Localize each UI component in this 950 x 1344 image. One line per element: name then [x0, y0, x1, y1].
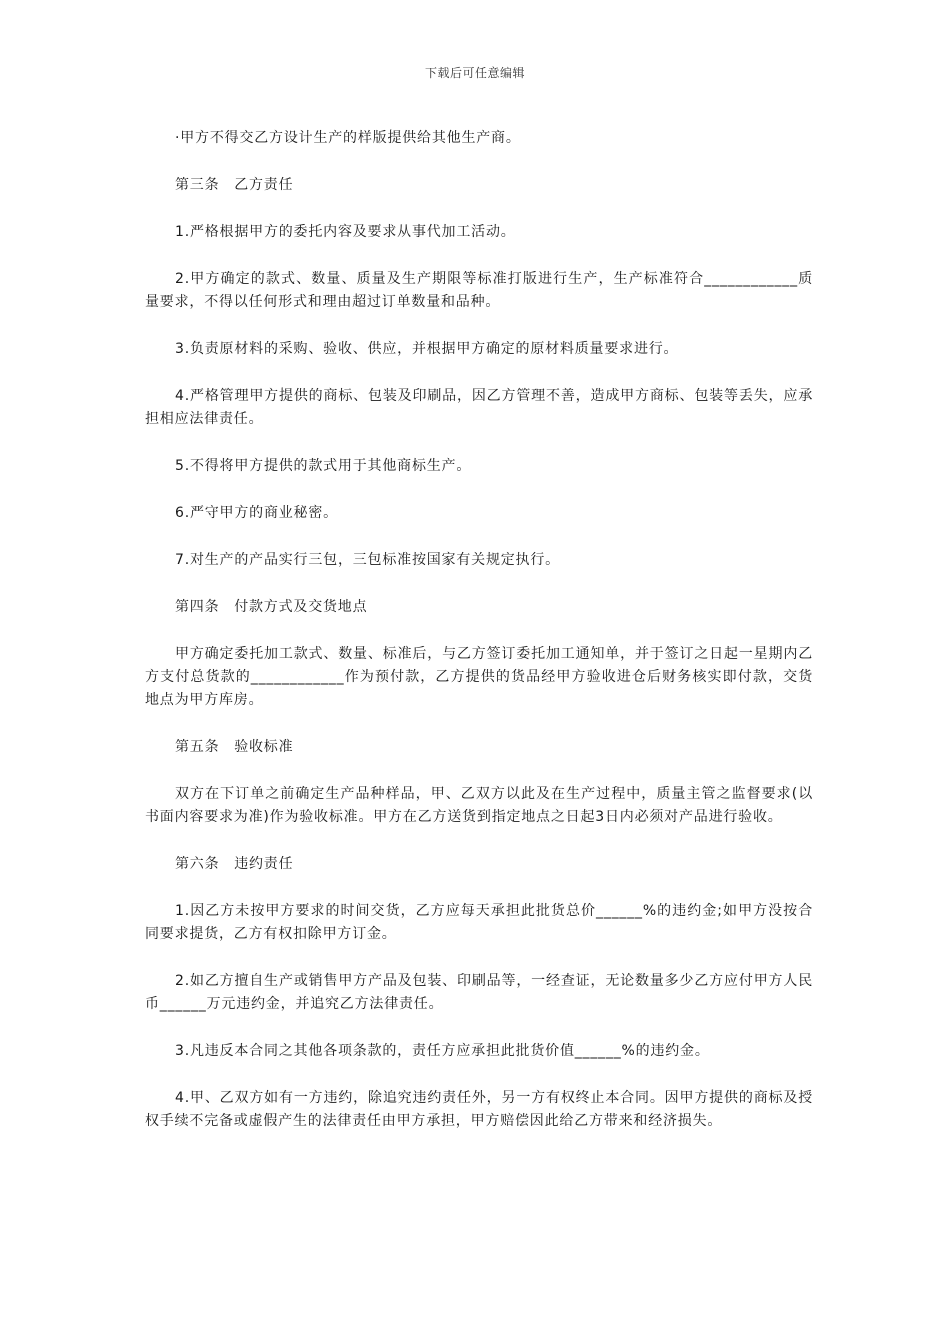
section-heading-article-5: 第五条 验收标准: [175, 739, 294, 755]
paragraph-sample-clause: ·甲方不得交乙方设计生产的样版提供给其他生产商。: [175, 130, 521, 146]
clause-3-5: 5.不得将甲方提供的款式用于其他商标生产。: [175, 458, 472, 474]
section-heading-article-6: 第六条 违约责任: [175, 856, 294, 872]
clause-5-body: 双方在下订单之前确定生产品种样品，甲、乙双方以此及在生产过程中，质量主管之监督要求(以书面内容要求为准)作为验收标准。甲方在乙方送货到指定地点之日起3日内必须对产品进行验收。: [145, 786, 813, 825]
section-heading-article-4: 第四条 付款方式及交货地点: [175, 599, 368, 615]
clause-3-3: 3.负责原材料的采购、验收、供应，并根据甲方确定的原材料质量要求进行。: [175, 341, 679, 357]
clause-6-2: 2.如乙方擅自生产或销售甲方产品及包装、印刷品等，一经查证，无论数量多少乙方应付甲方人民币______万元违约金，并追究乙方法律责任。: [145, 973, 813, 1012]
document-body: [145, 127, 813, 1157]
clause-6-1: 1.因乙方未按甲方要求的时间交货，乙方应每天承担此批货总价______%的违约金;如甲方没按合同要求提货，乙方有权扣除甲方订金。: [145, 903, 813, 942]
clause-6-3: 3.凡违反本合同之其他各项条款的，责任方应承担此批货价值______%的违约金。: [175, 1043, 710, 1059]
clause-3-4: 4.严格管理甲方提供的商标、包装及印刷品，因乙方管理不善，造成甲方商标、包装等丢失，应承担相应法律责任。: [145, 388, 813, 427]
clause-3-1: 1.严格根据甲方的委托内容及要求从事代加工活动。: [175, 224, 516, 240]
clause-3-6: 6.严守甲方的商业秘密。: [175, 505, 338, 521]
clause-6-4: 4.甲、乙双方如有一方违约，除追究违约责任外，另一方有权终止本合同。因甲方提供的商标及授权手续不完备或虚假产生的法律责任由甲方承担，甲方赔偿因此给乙方带来和经济损失。: [145, 1090, 813, 1129]
clause-4-body: 甲方确定委托加工款式、数量、标准后，与乙方签订委托加工通知单，并于签订之日起一星期内乙方支付总货款的____________作为预付款，乙方提供的货品经甲方验收进仓后财务核实即付款，交货地点为甲方库房。: [145, 646, 813, 708]
clause-3-7: 7.对生产的产品实行三包，三包标准按国家有关规定执行。: [175, 552, 560, 568]
clause-3-2: 2.甲方确定的款式、数量、质量及生产期限等标准打版进行生产，生产标准符合____________质量要求，不得以任何形式和理由超过订单数量和品种。: [145, 271, 813, 310]
header-note: 下载后可任意编辑: [424, 66, 525, 80]
section-heading-article-3: 第三条 乙方责任: [175, 177, 294, 193]
